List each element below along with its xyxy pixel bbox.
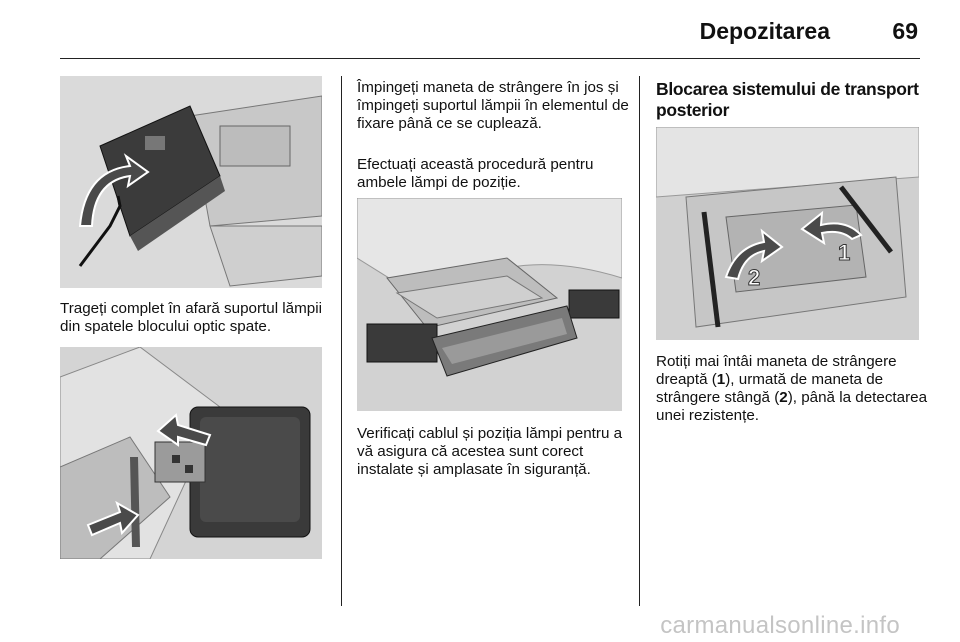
- section-heading: Blocarea sistemului de transport posterior: [656, 79, 919, 120]
- middle-paragraph-1: Împingeți maneta de strângere în jos și împingeți suportul lămpii în elementul de fixare până ce se cuplează.: [357, 79, 629, 132]
- callout-2: 2: [748, 265, 761, 290]
- watermark: carmanualsonline.info: [660, 612, 900, 639]
- figure-lamp-holder-insert: [60, 347, 322, 559]
- ref-number-1: 1: [716, 371, 726, 388]
- column-divider-1: [341, 76, 342, 606]
- header-divider: [60, 58, 920, 59]
- middle-paragraph-3: Verificați cablul și poziția lămpi pentru a vă asigura că acestea sunt corect instalate și amplasate în siguranță.: [357, 425, 623, 478]
- left-paragraph-1: Trageți complet în afară suportul lămpii din spatele blocului optic spate.: [60, 300, 322, 335]
- callout-1: 1: [838, 240, 851, 265]
- page-header: [0, 0, 960, 60]
- column-divider-2: [639, 76, 640, 606]
- figure-position-lamps: [357, 198, 622, 411]
- figure-lamp-holder-removal: [60, 76, 322, 288]
- middle-paragraph-2: Efectuați această procedură pentru ambele lămpi de poziție.: [357, 156, 594, 191]
- right-paragraph-text-c: ), până la detectarea unei rezistențe.: [656, 389, 928, 424]
- ref-number-2: 2: [779, 389, 788, 406]
- figure-lock-carrier: [656, 127, 919, 340]
- page-title: Depozitarea: [699, 18, 830, 44]
- right-paragraph-1: [656, 353, 936, 425]
- right-paragraph-text-a: Rotiți mai întâi maneta de strângere dreaptă (: [656, 353, 897, 388]
- right-paragraph-text-b: ), urmată de maneta de strângere stângă (: [656, 371, 884, 406]
- page-number: 69: [892, 18, 918, 44]
